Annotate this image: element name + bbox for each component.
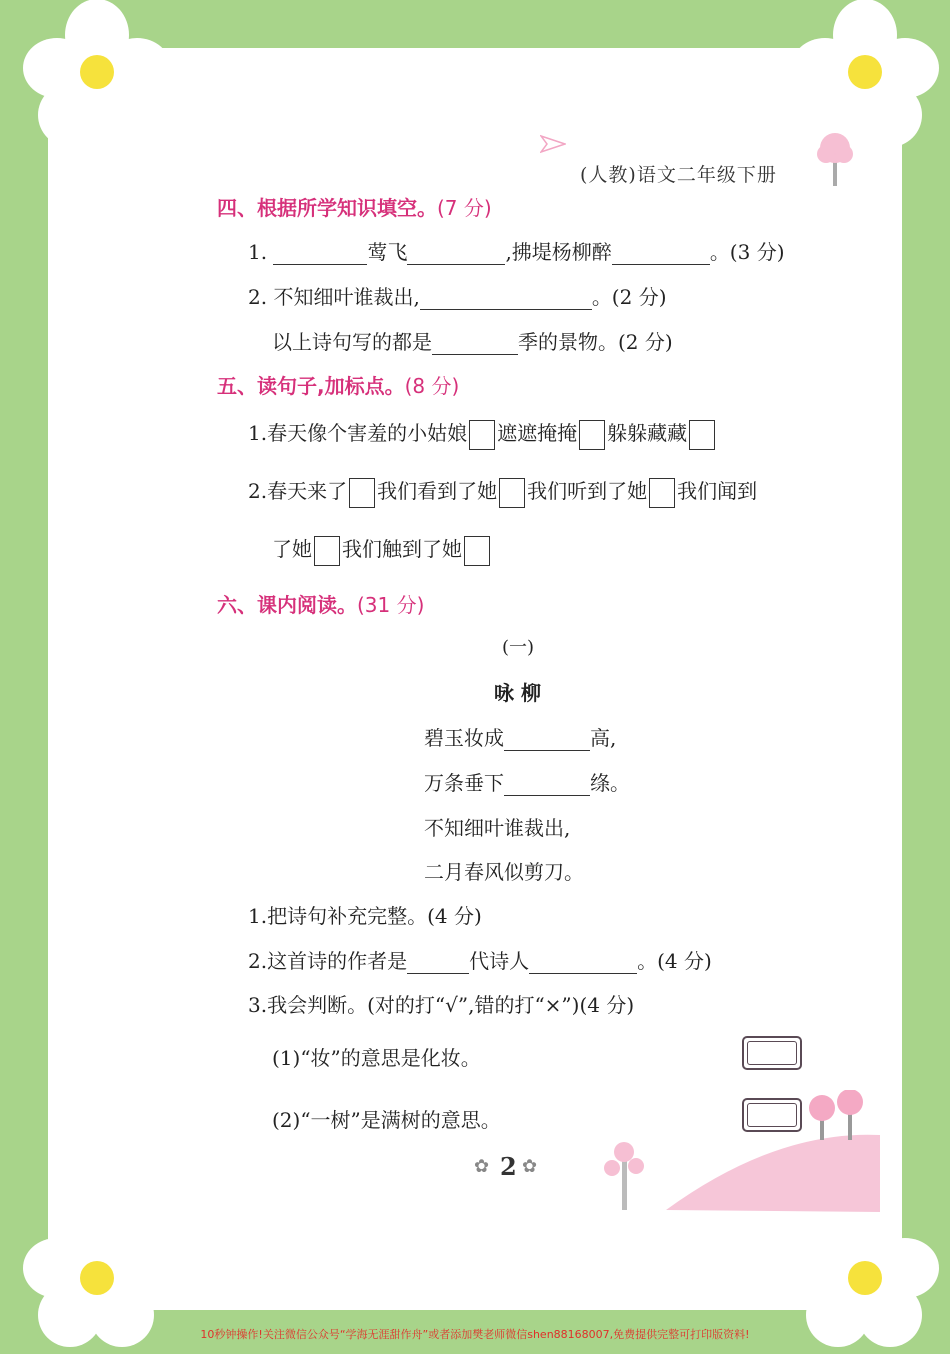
s4-question-1 — [248, 236, 785, 265]
poem-text: 绦。 — [590, 771, 630, 795]
q-text: 代诗人 — [469, 949, 530, 973]
page-number: 2 — [500, 1152, 517, 1181]
q-text: 我们闻到 — [677, 479, 758, 503]
q-number: 1. — [248, 904, 268, 928]
section-6-title — [217, 589, 424, 618]
punctuation-box[interactable] — [579, 420, 605, 450]
s6-question-2 — [248, 945, 712, 974]
page-number-ornament-left-icon: ✿ — [474, 1156, 490, 1177]
s4-question-2b — [272, 326, 673, 355]
answer-blank[interactable] — [612, 242, 710, 265]
s5-question-1 — [248, 417, 717, 450]
section-6-title-text: 六、课内阅读。 — [217, 593, 357, 617]
answer-blank[interactable] — [504, 728, 590, 751]
section-4-title-text: 四、根据所学知识填空。 — [217, 196, 437, 220]
q-number: 1. — [248, 421, 268, 445]
judgement-answer-box-1[interactable] — [742, 1036, 802, 1070]
section-4-points: (7 分) — [437, 196, 492, 220]
section-5-points: (8 分) — [404, 374, 460, 398]
poem-text: 万条垂下 — [424, 771, 504, 795]
q-text: 我会判断。(对的打“√”,错的打“×”)(4 分) — [267, 993, 635, 1017]
answer-blank[interactable] — [432, 332, 518, 355]
q-text: 遮遮掩掩 — [497, 421, 578, 445]
section-5-title-text: 五、读句子,加标点。 — [217, 374, 405, 398]
judgement-1: (1)“妆”的意思是化妆。 — [272, 1046, 481, 1070]
section-6-points: (31 分) — [357, 593, 425, 617]
reading-part-label: (一) — [502, 637, 535, 658]
punctuation-box[interactable] — [464, 536, 490, 566]
q-number: 3. — [248, 993, 268, 1017]
hill-decoration-icon — [596, 1090, 880, 1216]
page-number-ornament-right-icon: ✿ — [522, 1156, 538, 1177]
poem-line-1 — [424, 722, 616, 751]
punctuation-box[interactable] — [314, 536, 340, 566]
s5-question-2b — [272, 533, 492, 566]
footer-notice: 10秒钟操作!关注微信公众号“学海无涯甜作舟”或者添加樊老师微信shen88168007,免费提供完整可打印版资料! — [200, 1328, 750, 1341]
answer-blank[interactable] — [529, 951, 637, 974]
answer-blank[interactable] — [273, 242, 367, 265]
section-4-title — [217, 192, 492, 221]
q-number: 2. — [248, 949, 268, 973]
s6-question-1 — [248, 900, 482, 929]
q-text: ,拂堤杨柳醉 — [505, 240, 612, 264]
s5-question-2 — [248, 475, 757, 508]
judgement-answer-box-2[interactable] — [742, 1098, 802, 1132]
q-text: 躲躲藏藏 — [607, 421, 688, 445]
poem-line-2 — [424, 767, 630, 796]
punctuation-box[interactable] — [649, 478, 675, 508]
q-text: 以上诗句写的都是 — [272, 330, 432, 354]
poem-line-3: 不知细叶谁裁出, — [424, 816, 571, 840]
s6-question-3 — [248, 989, 634, 1018]
q-text: 。(3 分) — [709, 240, 785, 264]
book-header: (人教)语文二年级下册 — [580, 164, 777, 186]
q-number: 2. — [248, 479, 268, 503]
answer-blank[interactable] — [407, 242, 505, 265]
q-text: 不知细叶谁裁出, — [273, 285, 420, 309]
punctuation-box[interactable] — [469, 420, 495, 450]
answer-blank[interactable] — [504, 773, 590, 796]
q-number: 2. — [248, 285, 268, 309]
judgement-2: (2)“一树”是满树的意思。 — [272, 1108, 501, 1132]
q-text: 我们看到了她 — [377, 479, 498, 503]
q-text: 把诗句补充完整。(4 分) — [267, 904, 482, 928]
pink-tree-icon — [812, 128, 858, 192]
q-text: 。(2 分) — [591, 285, 667, 309]
flower-top-left-icon — [22, 0, 172, 150]
q-text: 了她 — [272, 537, 312, 561]
q-text: 我们触到了她 — [342, 537, 462, 561]
punctuation-box[interactable] — [689, 420, 715, 450]
poem-text: 碧玉妆成 — [424, 726, 504, 750]
punctuation-box[interactable] — [499, 478, 525, 508]
s4-question-2 — [248, 281, 667, 310]
q-text: 季的景物。(2 分) — [518, 330, 673, 354]
q-text: 这首诗的作者是 — [267, 949, 408, 973]
q-text: 我们听到了她 — [527, 479, 648, 503]
answer-blank[interactable] — [420, 287, 592, 310]
q-text: 春天像个害羞的小姑娘 — [267, 421, 468, 445]
section-5-title — [217, 370, 459, 399]
q-text: 莺飞 — [367, 240, 408, 264]
poem-text: 高, — [590, 726, 617, 750]
q-number: 1. — [248, 240, 268, 264]
paper-plane-icon — [540, 134, 566, 158]
punctuation-box[interactable] — [349, 478, 375, 508]
q-text: 春天来了 — [267, 479, 348, 503]
poem-line-4: 二月春风似剪刀。 — [424, 860, 584, 884]
poem-title: 咏 柳 — [494, 681, 541, 705]
q-text: 。(4 分) — [637, 949, 712, 973]
answer-blank[interactable] — [407, 951, 469, 974]
